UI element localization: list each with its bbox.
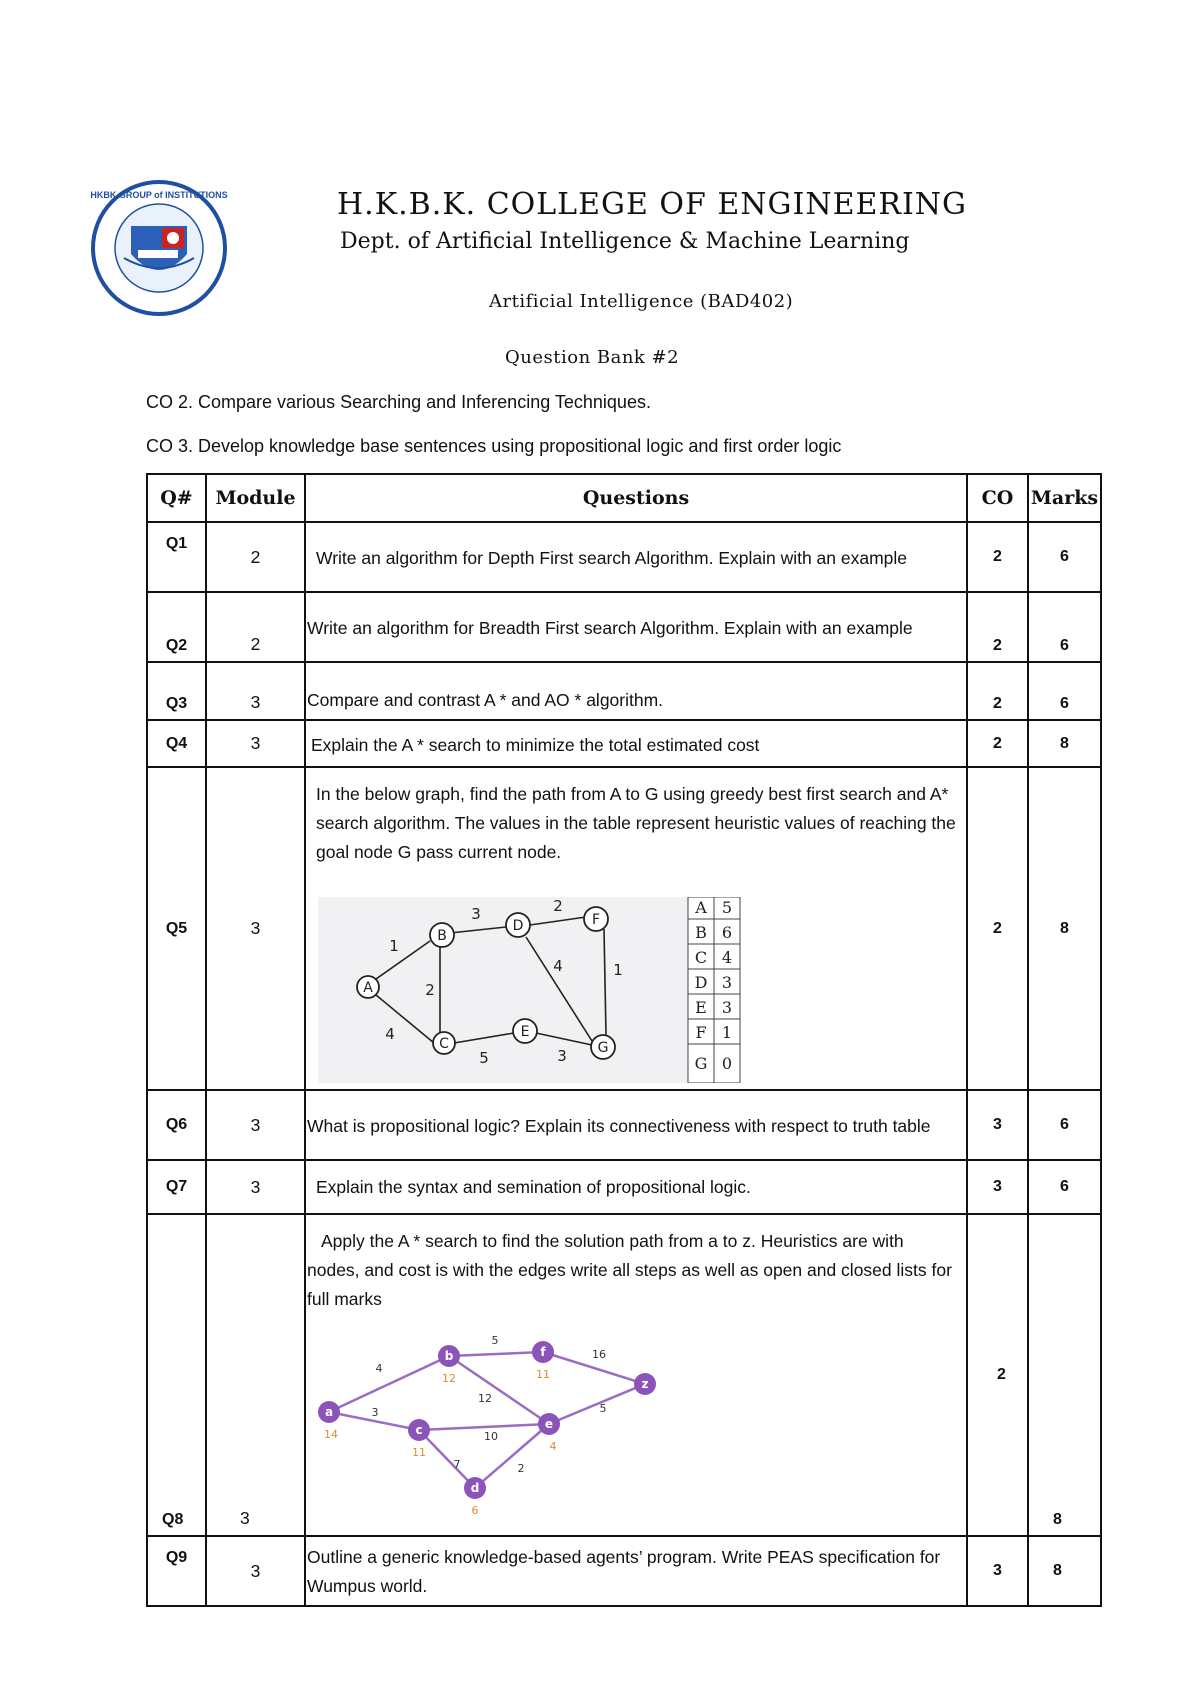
department-name: Dept. of Artificial Intelligence & Machine Learning [340, 229, 910, 254]
heuristic-node: B [695, 923, 707, 942]
edge-cost: 3 [371, 1406, 379, 1419]
course-outcome-3: CO 3. Develop knowledge base sentences using propositional logic and first order logic [146, 436, 842, 456]
edge-cost: 2 [517, 1462, 525, 1475]
college-logo [86, 178, 232, 318]
edge-cost: 10 [484, 1430, 498, 1443]
node-label: D [512, 918, 524, 934]
edge-cost: 4 [385, 1025, 395, 1043]
cell-marks: 6 [1028, 1090, 1101, 1160]
table-header-row [147, 474, 1101, 522]
cell-module: 3 [206, 662, 305, 720]
edge-a-b [329, 1356, 449, 1412]
heuristic-value: 1 [721, 1023, 733, 1042]
cell-marks: 8 [1028, 1536, 1101, 1606]
node-label: f [540, 1345, 546, 1359]
cell-q: Q9 [147, 1536, 206, 1606]
college-name: H.K.B.K. COLLEGE OF ENGINEERING [337, 187, 968, 222]
edge-cost: 5 [491, 1334, 499, 1347]
cell-question [305, 1214, 967, 1536]
heuristic-label: 4 [549, 1440, 557, 1453]
heuristic-value: 3 [721, 973, 733, 992]
cell-module: 3 [206, 1536, 305, 1606]
cell-co: 2 [967, 592, 1028, 662]
edge-cost: 3 [557, 1047, 567, 1065]
cell-question: Explain the A * search to minimize the total estimated cost [305, 720, 967, 767]
cell-marks: 6 [1028, 522, 1101, 592]
cell-module: 2 [206, 522, 305, 592]
table-row [147, 1214, 1101, 1536]
cell-co: 3 [967, 1536, 1028, 1606]
course-outcome-2: CO 2. Compare various Searching and Inferencing Techniques. [146, 392, 651, 412]
node-label: c [415, 1423, 423, 1437]
node-label: d [470, 1481, 480, 1495]
cell-question: Outline a generic knowledge-based agents’ program. Write PEAS specification for Wumpus world. [305, 1536, 967, 1606]
heuristic-node: D [694, 973, 708, 992]
edge-cost: 2 [425, 981, 435, 999]
cell-q: Q3 [147, 662, 206, 720]
heuristic-table [688, 897, 740, 1083]
heuristic-value: 3 [721, 998, 733, 1017]
heuristic-node: C [694, 948, 708, 967]
edge-cost: 2 [553, 897, 563, 915]
heuristic-label: 11 [412, 1446, 426, 1459]
cell-question: Compare and contrast A * and AO * algorithm. [305, 662, 967, 720]
edge-cost: 3 [471, 905, 481, 923]
cell-question: Write an algorithm for Breadth First search Algorithm. Explain with an example [305, 592, 967, 662]
cell-marks: 6 [1028, 662, 1101, 720]
heuristic-value: 5 [721, 898, 733, 917]
cell-marks: 8 [1028, 720, 1101, 767]
edge-cost: 7 [453, 1458, 461, 1471]
cell-co: 2 [967, 767, 1028, 1090]
table-row [147, 592, 1101, 662]
heuristic-value: 4 [721, 948, 733, 967]
table-row [147, 662, 1101, 720]
heuristic-label: 12 [442, 1372, 456, 1385]
edge-cost: 4 [553, 957, 563, 975]
table-row [147, 720, 1101, 767]
cell-marks: 8 [1028, 767, 1101, 1090]
node-label: E [520, 1024, 530, 1040]
cell-module: 3 [206, 1090, 305, 1160]
question-bank-title: Question Bank #2 [505, 347, 680, 368]
edge-cost: 12 [478, 1392, 492, 1405]
table-row [147, 522, 1101, 592]
edge-cost: 1 [389, 937, 399, 955]
edge-cost: 4 [375, 1362, 383, 1375]
table-row [147, 1090, 1101, 1160]
heuristic-label: 6 [471, 1504, 479, 1517]
cell-marks: 6 [1028, 1160, 1101, 1214]
cell-marks: 8 [1028, 1214, 1101, 1536]
question-text: In the below graph, find the path from A to G using greedy best first search and A* search algorithm. The values in the table represent heuristic values of reaching the goal node G pass current node. [316, 784, 956, 862]
table-row [147, 767, 1101, 1090]
node-label: G [597, 1040, 609, 1056]
header-questions: Questions [305, 474, 967, 522]
cell-co: 2 [967, 1214, 1028, 1536]
cell-q: Q6 [147, 1090, 206, 1160]
node-label: F [591, 912, 601, 928]
heuristic-value: 6 [721, 923, 733, 942]
cell-module: 3 [206, 1160, 305, 1214]
question-text: Apply the A * search to find the solution path from a to z. Heuristics are with nodes, and cost is with the edges write all steps as well as open and closed lists for full marks [307, 1231, 952, 1309]
cell-q: Q5 [147, 767, 206, 1090]
cell-q: Q4 [147, 720, 206, 767]
heuristic-node: G [694, 1054, 708, 1073]
header-co: CO [967, 474, 1028, 522]
table-row [147, 1536, 1101, 1606]
header-q: Q# [147, 474, 206, 522]
cell-co: 3 [967, 1160, 1028, 1214]
edge-e-z [549, 1384, 645, 1424]
node-label: a [324, 1405, 334, 1419]
cell-question: Explain the syntax and semination of propositional logic. [305, 1160, 967, 1214]
edge-cost: 5 [599, 1402, 607, 1415]
cell-question: What is propositional logic? Explain its connectiveness with respect to truth table [305, 1090, 967, 1160]
cell-module: 2 [206, 592, 305, 662]
cell-co: 2 [967, 720, 1028, 767]
node-label: B [437, 928, 447, 944]
heuristic-node: F [695, 1023, 707, 1042]
cell-marks: 6 [1028, 592, 1101, 662]
edge-b-e [449, 1356, 549, 1424]
edge-c-d [419, 1430, 475, 1488]
edge-b-f [449, 1352, 543, 1356]
cell-q: Q8 [147, 1214, 206, 1536]
table-row [147, 1160, 1101, 1214]
node-label: b [444, 1349, 454, 1363]
cell-q: Q2 [147, 592, 206, 662]
node-label: C [439, 1036, 449, 1052]
node-label: z [641, 1377, 649, 1391]
q8-graph-figure [309, 1328, 669, 1518]
heuristic-node: E [695, 998, 707, 1017]
heuristic-node: A [695, 898, 707, 917]
node-label: e [544, 1417, 554, 1431]
logo-text: HKBK GROUP of INSTITUTIONS [90, 190, 228, 200]
node-label: A [363, 980, 373, 996]
heuristic-label: 11 [536, 1368, 550, 1381]
cell-module: 3 [206, 720, 305, 767]
heuristic-value: 0 [721, 1054, 733, 1073]
cell-question [305, 767, 967, 1090]
cell-co: 3 [967, 1090, 1028, 1160]
q5-graph-figure [318, 897, 750, 1083]
question-table [146, 473, 1102, 1607]
subject-title: Artificial Intelligence (BAD402) [489, 291, 794, 312]
edge-cost: 16 [592, 1348, 606, 1361]
header-marks: Marks [1028, 474, 1101, 522]
heuristic-label: 14 [324, 1428, 338, 1441]
cell-co: 2 [967, 522, 1028, 592]
edge-cost: 5 [479, 1049, 489, 1067]
cell-q: Q1 [147, 522, 206, 592]
header-module: Module [206, 474, 305, 522]
cell-module: 3 [206, 1214, 305, 1536]
edge-cost: 1 [613, 961, 623, 979]
cell-co: 2 [967, 662, 1028, 720]
cell-module: 3 [206, 767, 305, 1090]
cell-question: Write an algorithm for Depth First search Algorithm. Explain with an example [305, 522, 967, 592]
cell-q: Q7 [147, 1160, 206, 1214]
